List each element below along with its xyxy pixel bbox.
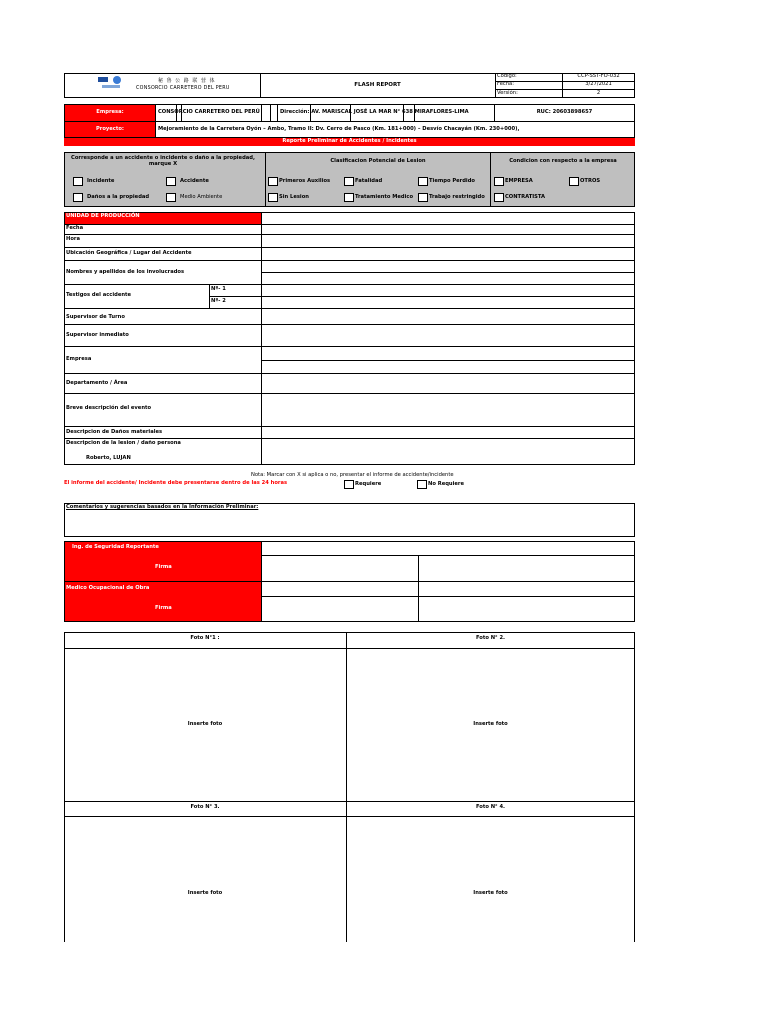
label-medio-ambiente: Medio Ambiente bbox=[180, 194, 223, 200]
direccion: Dirección: AV. MARISCAL JOSÉ LA MAR N° 638 MIRAFLORES-LIMA bbox=[280, 109, 469, 116]
label-lesion: Descripcion de la lesion / daño persona bbox=[66, 440, 181, 446]
photo-4-title: Foto N° 4. bbox=[475, 804, 506, 810]
classification-col3-title: Condicion con respecto a la empresa bbox=[509, 158, 617, 165]
label-testigo-2: Nº- 2 bbox=[211, 298, 226, 304]
checkbox-requiere[interactable] bbox=[344, 480, 354, 489]
label-incidente: Incidente bbox=[87, 178, 115, 184]
checkbox-empresa[interactable] bbox=[494, 177, 504, 186]
checkbox-sin-lesion[interactable] bbox=[268, 193, 278, 202]
proyecto-value: Mejoramiento de la Carretera Oyón – Ambo, Tramo II: Dv. Cerro de Pasco (Km. 181+000) – Desvío Chacayán (Km. 230+000), bbox=[158, 125, 520, 132]
checkbox-incidente[interactable] bbox=[73, 177, 83, 186]
label-firma-2: Firma bbox=[155, 605, 172, 611]
checkbox-accidente[interactable] bbox=[166, 177, 176, 186]
label-tiempo-perdido: Tiempo Perdido bbox=[429, 178, 475, 184]
checkbox-tratamiento-medico[interactable] bbox=[344, 193, 354, 202]
label-supervisor-turno: Supervisor de Turno bbox=[66, 314, 125, 320]
label-no-requiere: No Requiere bbox=[428, 481, 465, 487]
label-fatalidad: Fatalidad bbox=[355, 178, 383, 184]
report-banner: Reporte Preliminar de Accidentes / Incidentes bbox=[64, 138, 635, 146]
note-warning: El informe del accidente/ Incidente debe presentarse dentro de las 24 horas bbox=[64, 480, 288, 486]
comments-label: Comentarios y sugerencias basados en la Información Preliminar: bbox=[66, 504, 259, 510]
label-danos: Descripcion de Daños materiales bbox=[66, 429, 163, 435]
checkbox-otros[interactable] bbox=[569, 177, 579, 186]
label-ubicacion: Ubicación Geográfica / Lugar del Accidente bbox=[66, 250, 192, 256]
empresa-value: CONSORCIO CARRETERO DEL PERÚ bbox=[158, 109, 260, 116]
label-breve: Breve descripción del evento bbox=[66, 405, 152, 411]
label-accidente: Accidente bbox=[180, 178, 209, 184]
checkbox-trabajo-restringido[interactable] bbox=[418, 193, 428, 202]
label-unidad: UNIDAD DE PRODUCCIÓN bbox=[66, 213, 140, 219]
checkbox-fatalidad[interactable] bbox=[344, 177, 354, 186]
photo-2-title: Foto N° 2. bbox=[475, 635, 506, 641]
fecha-value: 3/27/2021 bbox=[585, 81, 612, 88]
label-supervisor-inmediato: Supervisor inmediato bbox=[66, 332, 129, 338]
label-fecha: Fecha bbox=[66, 225, 84, 231]
proyecto-label: Proyecto: bbox=[65, 122, 155, 137]
label-requiere: Requiere bbox=[355, 481, 382, 487]
logo-name: CONSORCIO CARRETERO DEL PERU bbox=[136, 86, 230, 91]
photo-2-placeholder[interactable]: Inserte foto bbox=[473, 721, 508, 727]
photo-1-placeholder[interactable]: Inserte foto bbox=[187, 721, 223, 727]
label-sin-lesion: Sin Lesion bbox=[279, 194, 309, 200]
version-label: Versión: bbox=[497, 89, 518, 96]
photo-4-placeholder[interactable]: Inserte foto bbox=[473, 890, 508, 896]
codigo-value: CCP-SST-FO-032 bbox=[577, 73, 620, 80]
label-trabajo-restringido: Trabajo restringido bbox=[429, 194, 485, 200]
ruc: RUC: 20603898657 bbox=[536, 109, 593, 116]
label-nombre: Roberto, LUJAN bbox=[86, 455, 131, 461]
photo-3-title: Foto N° 3. bbox=[190, 804, 220, 810]
classification-col2-title: Clasificacion Potencial de Lesion bbox=[330, 158, 426, 165]
label-otros: OTROS bbox=[580, 178, 601, 184]
label-empresa: EMPRESA bbox=[505, 178, 533, 184]
label-firma-1: Firma bbox=[155, 564, 172, 570]
classification-col1-title: Corresponde a un accidente o incidente o daño a la propiedad, marque X bbox=[71, 155, 255, 167]
label-danos-propiedad: Daños a la propiedad bbox=[87, 194, 150, 200]
label-tratamiento-medico: Tratamiento Medico bbox=[355, 194, 414, 200]
checkbox-medio-ambiente[interactable] bbox=[166, 193, 176, 202]
checkbox-primeros-auxilios[interactable] bbox=[268, 177, 278, 186]
photo-3-placeholder[interactable]: Inserte foto bbox=[187, 890, 223, 896]
checkbox-danos-propiedad[interactable] bbox=[73, 193, 83, 202]
checkbox-contratista[interactable] bbox=[494, 193, 504, 202]
company-logo bbox=[96, 75, 126, 91]
codigo-label: Codigo: bbox=[497, 73, 517, 80]
label-nombres: Nombres y apellidos de los involucrados bbox=[66, 269, 185, 275]
label-testigos: Testigos del accidente bbox=[66, 292, 132, 298]
label-contratista: CONTRATISTA bbox=[505, 194, 546, 200]
note-text: Nota: Marcar con X si aplica o no, presentar el informe de accidente/incidente bbox=[251, 472, 454, 478]
label-primeros-auxilios: Primeros Auxilios bbox=[279, 178, 331, 184]
logo-cjk: 秘 鲁 公 路 联 营 体 bbox=[158, 78, 216, 84]
label-departamento: Departamento / Área bbox=[66, 380, 128, 386]
label-ing-seguridad: Ing. de Seguridad Reportante bbox=[72, 544, 159, 550]
label-hora: Hora bbox=[66, 236, 80, 242]
label-empresa-field: Empresa bbox=[66, 356, 92, 362]
label-medico: Medico Ocupacional de Obra bbox=[66, 585, 150, 591]
version-value: 2 bbox=[596, 89, 601, 96]
empresa-label: Empresa: bbox=[65, 105, 155, 121]
checkbox-no-requiere[interactable] bbox=[417, 480, 427, 489]
checkbox-tiempo-perdido[interactable] bbox=[418, 177, 428, 186]
photo-1-title: Foto N°1 : bbox=[190, 635, 220, 641]
fecha-label: Fecha: bbox=[497, 81, 514, 88]
report-title: FLASH REPORT bbox=[354, 82, 401, 89]
label-testigo-1: Nº- 1 bbox=[211, 286, 226, 292]
